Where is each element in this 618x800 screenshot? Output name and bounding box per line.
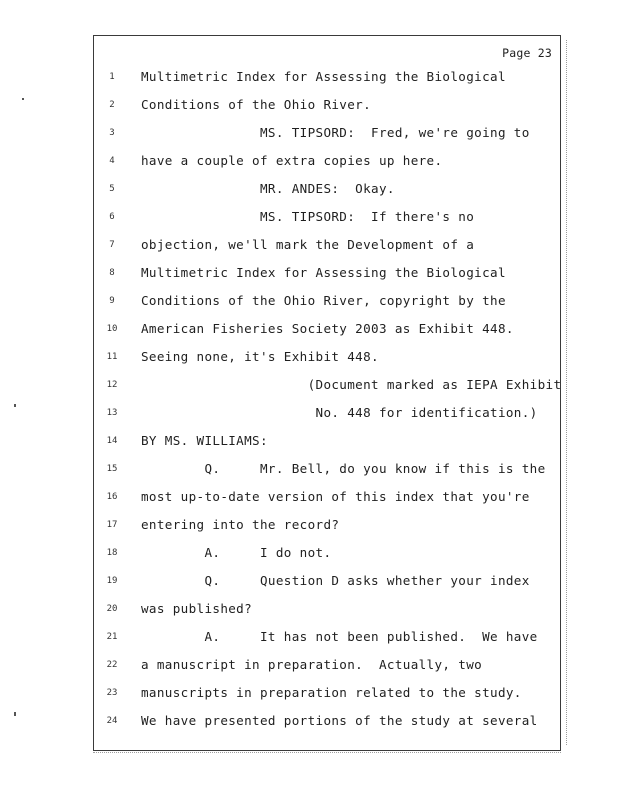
line-number: 24 xyxy=(106,716,118,726)
transcript-line xyxy=(94,287,560,315)
transcript-lines xyxy=(94,63,560,735)
scan-speck xyxy=(22,98,24,100)
line-text: objection, we'll mark the Development of a xyxy=(141,237,475,252)
line-number: 9 xyxy=(109,296,115,306)
transcript-line xyxy=(94,427,560,455)
line-text: We have presented portions of the study at several xyxy=(141,713,538,728)
line-text: Multimetric Index for Assessing the Biological xyxy=(141,265,506,280)
line-number: 23 xyxy=(106,688,118,698)
transcript-line xyxy=(94,119,560,147)
transcript-line xyxy=(94,455,560,483)
line-number: 11 xyxy=(106,352,118,362)
transcript-line xyxy=(94,203,560,231)
transcript-line xyxy=(94,399,560,427)
line-text: Q. Mr. Bell, do you know if this is the xyxy=(141,461,546,476)
line-number: 16 xyxy=(106,492,118,502)
line-number: 4 xyxy=(109,156,115,166)
transcript-line xyxy=(94,315,560,343)
line-number: 22 xyxy=(106,660,118,670)
line-number: 15 xyxy=(106,464,118,474)
transcript-page xyxy=(93,35,561,751)
line-number: 8 xyxy=(109,268,115,278)
line-text: manuscripts in preparation related to the study. xyxy=(141,685,522,700)
transcript-line xyxy=(94,651,560,679)
scan-bottom-edge xyxy=(93,752,561,755)
transcript-line xyxy=(94,595,560,623)
line-text: MR. ANDES: Okay. xyxy=(141,181,395,196)
line-text: No. 448 for identification.) xyxy=(141,405,538,420)
scan-speck xyxy=(14,712,16,716)
transcript-line xyxy=(94,511,560,539)
line-text: (Document marked as IEPA Exhibit xyxy=(141,377,562,392)
transcript-line xyxy=(94,259,560,287)
line-text: Q. Question D asks whether your index xyxy=(141,573,530,588)
line-text: Conditions of the Ohio River. xyxy=(141,97,372,112)
transcript-line xyxy=(94,483,560,511)
line-number: 21 xyxy=(106,632,118,642)
line-number: 14 xyxy=(106,436,118,446)
line-number: 6 xyxy=(109,212,115,222)
line-text: most up-to-date version of this index that you're xyxy=(141,489,530,504)
line-number: 7 xyxy=(109,240,115,250)
transcript-line xyxy=(94,147,560,175)
transcript-line xyxy=(94,679,560,707)
line-text: A. I do not. xyxy=(141,545,332,560)
line-number: 18 xyxy=(106,548,118,558)
line-number: 3 xyxy=(109,128,115,138)
transcript-line xyxy=(94,343,560,371)
transcript-line xyxy=(94,623,560,651)
page-number: Page 23 xyxy=(502,46,552,60)
line-number: 12 xyxy=(106,380,118,390)
scan-speck xyxy=(14,404,16,407)
line-text: American Fisheries Society 2003 as Exhibit 448. xyxy=(141,321,514,336)
transcript-line xyxy=(94,539,560,567)
transcript-line xyxy=(94,63,560,91)
line-number: 5 xyxy=(109,184,115,194)
scan-edge-noise xyxy=(566,40,569,745)
transcript-line xyxy=(94,175,560,203)
transcript-line xyxy=(94,371,560,399)
transcript-line xyxy=(94,567,560,595)
line-number: 1 xyxy=(109,72,115,82)
line-text: MS. TIPSORD: Fred, we're going to xyxy=(141,125,530,140)
line-text: a manuscript in preparation. Actually, two xyxy=(141,657,483,672)
line-number: 13 xyxy=(106,408,118,418)
line-text: Multimetric Index for Assessing the Biological xyxy=(141,69,506,84)
line-text: BY MS. WILLIAMS: xyxy=(141,433,268,448)
line-number: 2 xyxy=(109,100,115,110)
line-text: have a couple of extra copies up here. xyxy=(141,153,443,168)
line-text: Conditions of the Ohio River, copyright by the xyxy=(141,293,506,308)
transcript-line xyxy=(94,91,560,119)
line-text: was published? xyxy=(141,601,253,616)
line-number: 10 xyxy=(106,324,118,334)
line-number: 17 xyxy=(106,520,118,530)
line-number: 20 xyxy=(106,604,118,614)
transcript-line xyxy=(94,707,560,735)
line-text: MS. TIPSORD: If there's no xyxy=(141,209,475,224)
line-number: 19 xyxy=(106,576,118,586)
transcript-line xyxy=(94,231,560,259)
line-text: A. It has not been published. We have xyxy=(141,629,538,644)
line-text: entering into the record? xyxy=(141,517,340,532)
line-text: Seeing none, it's Exhibit 448. xyxy=(141,349,379,364)
